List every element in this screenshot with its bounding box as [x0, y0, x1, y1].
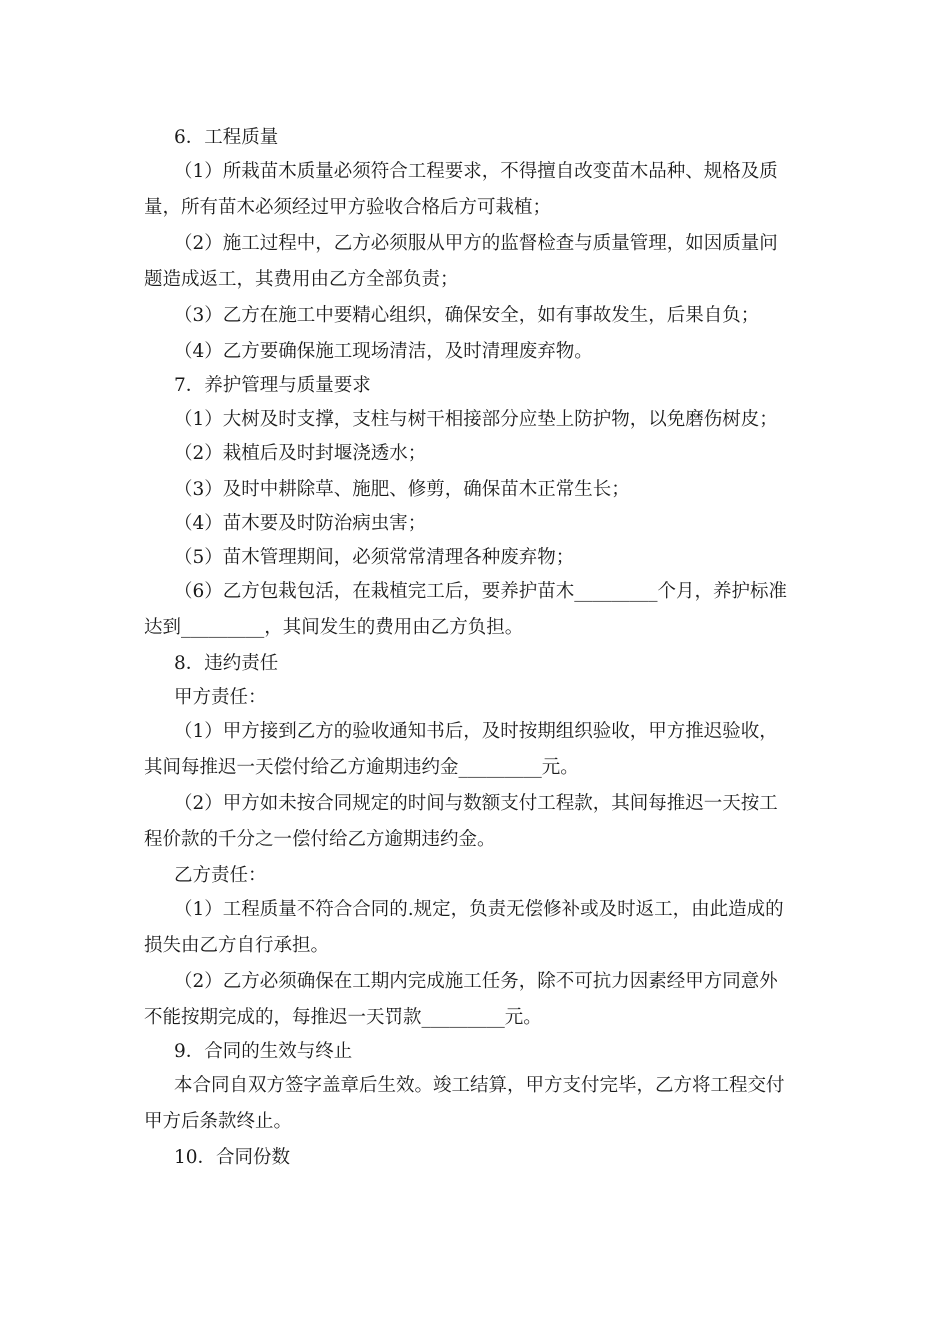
- paragraph-line: 题造成返工，其费用由乙方全部负责；: [144, 269, 459, 290]
- paragraph-line: （1）甲方接到乙方的验收通知书后，及时按期组织验收，甲方推迟验收，: [174, 721, 778, 742]
- paragraph-line: 不能按期完成的，每推迟一天罚款_________元。: [144, 1007, 542, 1028]
- section-heading-quality: 6．工程质量: [174, 127, 279, 148]
- paragraph-line: （3）及时中耕除草、施肥、修剪，确保苗木正常生长；: [174, 479, 630, 500]
- paragraph-line: （2）施工过程中，乙方必须服从甲方的监督检查与质量管理，如因质量问: [174, 233, 778, 254]
- paragraph-line: 量，所有苗木必须经过甲方验收合格后方可栽植；: [144, 197, 552, 218]
- subheading-party-b: 乙方责任：: [174, 865, 267, 886]
- section-heading-effect: 9．合同的生效与终止: [174, 1041, 353, 1062]
- paragraph-line: 甲方后条款终止。: [144, 1111, 293, 1132]
- paragraph-line: （4）苗木要及时防治病虫害；: [174, 513, 427, 534]
- paragraph-line: 损失由乙方自行承担。: [144, 935, 330, 956]
- paragraph-line: （6）乙方包栽包活，在栽植完工后，要养护苗木_________个月，养护标准: [174, 581, 788, 602]
- paragraph-line: 达到_________，其间发生的费用由乙方负担。: [144, 617, 524, 638]
- paragraph-line: （2）甲方如未按合同规定的时间与数额支付工程款，其间每推迟一天按工: [174, 793, 778, 814]
- paragraph-line: （4）乙方要确保施工现场清洁，及时清理废弃物。: [174, 341, 593, 362]
- paragraph-line: （5）苗木管理期间，必须常常清理各种废弃物；: [174, 547, 575, 568]
- paragraph-line: （1）大树及时支撑，支柱与树干相接部分应垫上防护物，以免磨伤树皮；: [174, 409, 778, 430]
- paragraph-line: （2）栽植后及时封堰浇透水；: [174, 443, 427, 464]
- subheading-party-a: 甲方责任：: [174, 687, 267, 708]
- section-heading-copies: 10．合同份数: [174, 1147, 291, 1168]
- section-heading-liability: 8．违约责任: [174, 653, 279, 674]
- paragraph-line: 本合同自双方签字盖章后生效。竣工结算，甲方支付完毕，乙方将工程交付: [174, 1075, 785, 1096]
- section-heading-maintenance: 7．养护管理与质量要求: [174, 375, 371, 396]
- paragraph-line: （1）所栽苗木质量必须符合工程要求，不得擅自改变苗木品种、规格及质: [174, 161, 778, 182]
- paragraph-line: 程价款的千分之一偿付给乙方逾期违约金。: [144, 829, 496, 850]
- paragraph-line: （1）工程质量不符合合同的.规定，负责无偿修补或及时返工，由此造成的: [174, 899, 784, 920]
- paragraph-line: （3）乙方在施工中要精心组织，确保安全，如有事故发生，后果自负；: [174, 305, 760, 326]
- paragraph-line: （2）乙方必须确保在工期内完成施工任务，除不可抗力因素经甲方同意外: [174, 971, 778, 992]
- paragraph-line: 其间每推迟一天偿付给乙方逾期违约金_________元。: [144, 757, 579, 778]
